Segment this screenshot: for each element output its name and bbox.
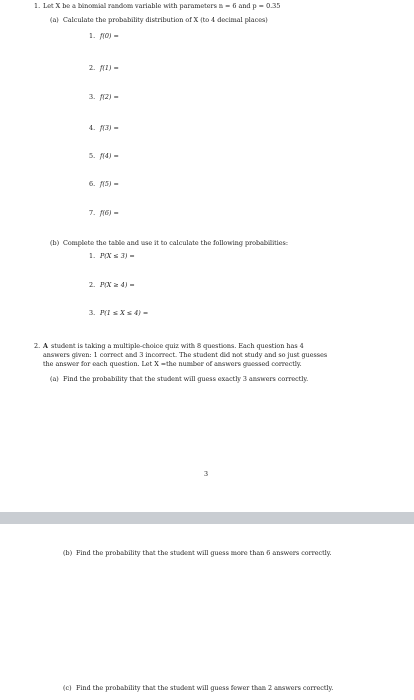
f1-expression: f(1) = (100, 64, 119, 72)
q1-part-a-text: Calculate the probability distribution of X (to 4 decimal places) (63, 16, 268, 24)
item-number: 1. (89, 252, 96, 260)
document-page-2 (0, 524, 414, 700)
q1-part-b-label: (b) (50, 239, 60, 247)
item-number: 5. (89, 152, 96, 160)
q1-part-b-text: Complete the table and use it to calculate the following probabilities: (63, 239, 288, 247)
f5-expression: f(5) = (100, 180, 119, 188)
f2-expression: f(2) = (100, 93, 119, 101)
page-separator (0, 512, 414, 524)
q2-part-b-text: Find the probability that the student will guess more than 6 answers correctly. (76, 549, 332, 557)
p-1-le-x-le-4-expression: P(1 ≤ X ≤ 4) = (100, 309, 149, 317)
p-x-le-3-expression: P(X ≤ 3) = (100, 252, 135, 260)
f0-expression: f(0) = (100, 32, 119, 40)
item-number: 1. (89, 32, 96, 40)
q2-line-2: answers given: 1 correct and 3 incorrect. The student did not study and so just guesses (43, 351, 328, 359)
f4-expression: f(4) = (100, 152, 119, 160)
item-number: 3. (89, 93, 96, 101)
q2-part-c-label: (c) (63, 684, 72, 692)
item-number: 4. (89, 124, 96, 132)
q2-part-b-label: (b) (63, 549, 73, 557)
q2-part-c-text: Find the probability that the student will guess fewer than 2 answers correctly. (76, 684, 334, 692)
page-number: 3 (204, 470, 209, 478)
item-number: 2. (89, 64, 96, 72)
q2-lead-word: A (43, 342, 48, 350)
item-number: 2. (89, 281, 96, 289)
q2-part-a-text: Find the probability that the student will guess exactly 3 answers correctly. (63, 375, 309, 383)
q1-number: 1. (34, 2, 41, 10)
item-number: 6. (89, 180, 96, 188)
q2-part-a-label: (a) (50, 375, 59, 383)
q2-line-3: the answer for each question. Let X =the number of answers guessed correctly. (43, 360, 302, 368)
q2-number: 2. (34, 342, 41, 350)
q2-line-1: student is taking a multiple-choice quiz with 8 questions. Each question has 4 (51, 342, 304, 350)
item-number: 3. (89, 309, 96, 317)
q1-stem: Let X be a binomial random variable with parameters n = 6 and p = 0.35 (43, 2, 281, 10)
q1-part-a-label: (a) (50, 16, 59, 24)
f3-expression: f(3) = (100, 124, 119, 132)
p-x-ge-4-expression: P(X ≥ 4) = (100, 281, 135, 289)
item-number: 7. (89, 209, 96, 217)
f6-expression: f(6) = (100, 209, 119, 217)
